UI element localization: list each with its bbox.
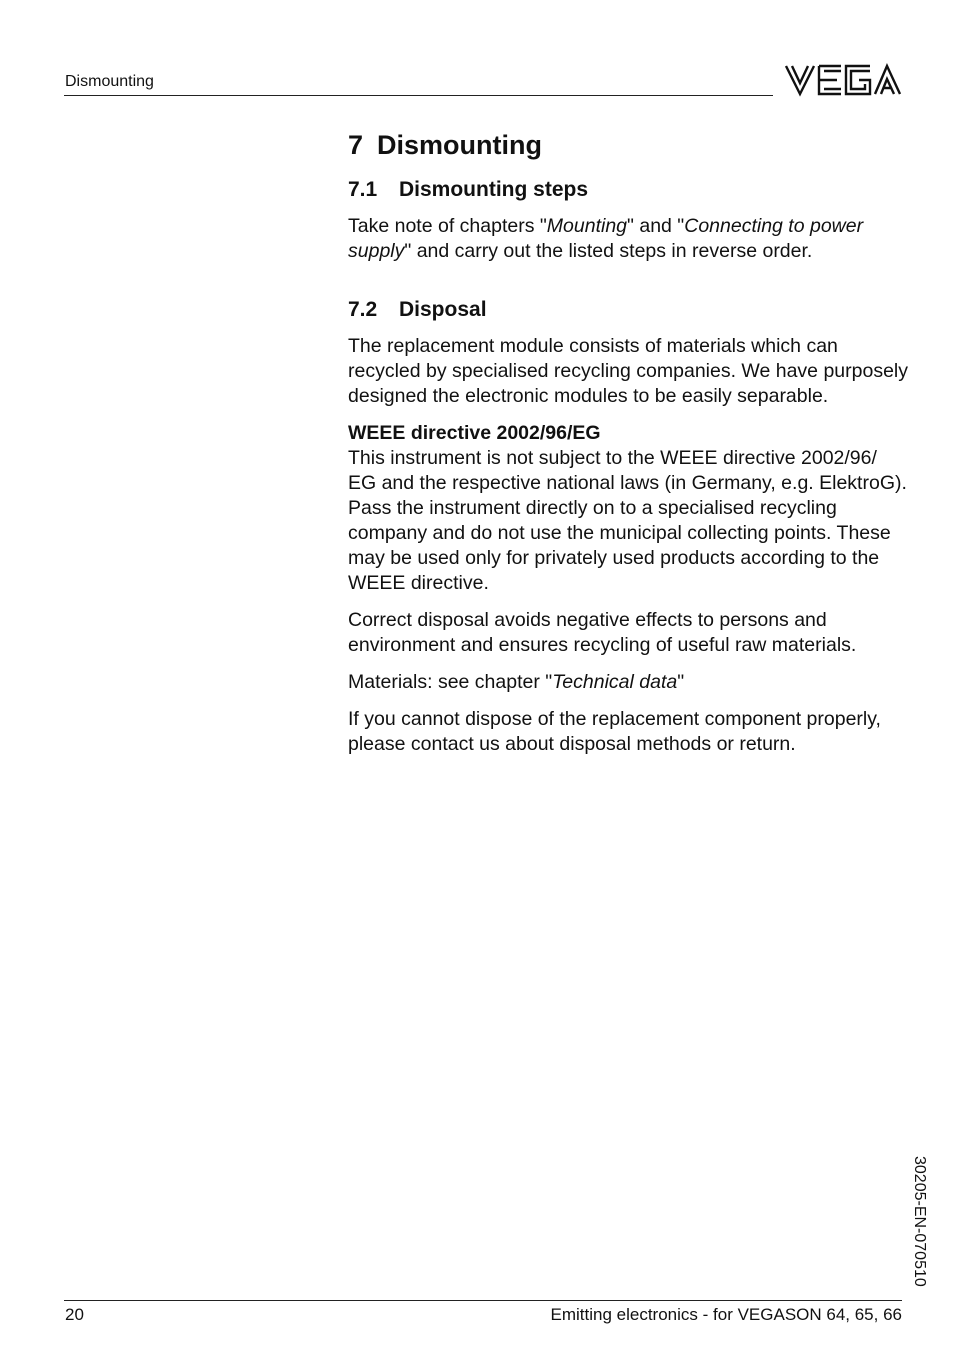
section-number: 7.1 [348,178,378,201]
main-content [348,128,908,769]
chapter-reference: Mounting [546,215,628,237]
disposal-paragraph: The replacement module consists of materials which can recycled by specialised recycling companies. We have purposely designed the electronic modules to be easily separable. [348,335,908,407]
footer-rule [64,1300,902,1301]
page-number: 20 [65,1305,84,1324]
chapter-title: Dismounting [377,130,543,160]
header-rule [64,95,773,96]
chapter-reference: Technical data [552,671,678,693]
contact-paragraph: If you cannot dispose of the replacement component properly, please contact us about disposal methods or return. [348,708,881,755]
materials-paragraph [348,670,908,695]
section-number: 7.2 [348,298,378,321]
chapter-heading [348,128,908,162]
vega-logo [783,62,903,98]
header-section-label: Dismounting [65,73,154,90]
text-run: " and " [627,215,685,237]
text-run: " [677,671,685,693]
chapter-number: 7 [348,130,364,160]
text-run: Take note of chapters " [348,215,547,237]
text-run: " and carry out the listed steps in reverse order. [404,240,813,262]
section-heading-7-2 [348,296,908,324]
footer-product: Emitting electronics - for VEGASON 64, 65, 66 [550,1305,902,1324]
correct-disposal-paragraph: Correct disposal avoids negative effects to persons and environment and ensures recycling of useful raw materials. [348,609,857,656]
section-title: Disposal [399,298,487,321]
section-title: Dismounting steps [399,178,589,201]
text-run: Materials: see chapter " [348,671,553,693]
document-code: 30205-EN-070510 [911,1156,928,1287]
section-heading-7-1 [348,176,908,204]
chapter-reference: Connecting to power supply [348,215,864,262]
vega-logo-mark [783,62,903,98]
dismounting-steps-paragraph [348,214,908,264]
weee-paragraph: This instrument is not subject to the WEEE directive 2002/96/ EG and the respective national laws (in Germany, e.g. ElektroG). Pass the instrument directly on to a specialised recycling company and do not use the municipal collecting points. These may be used only for privately used products according to the WEEE directive. [348,447,907,594]
weee-subheading: WEEE directive 2002/96/EG [348,422,601,444]
